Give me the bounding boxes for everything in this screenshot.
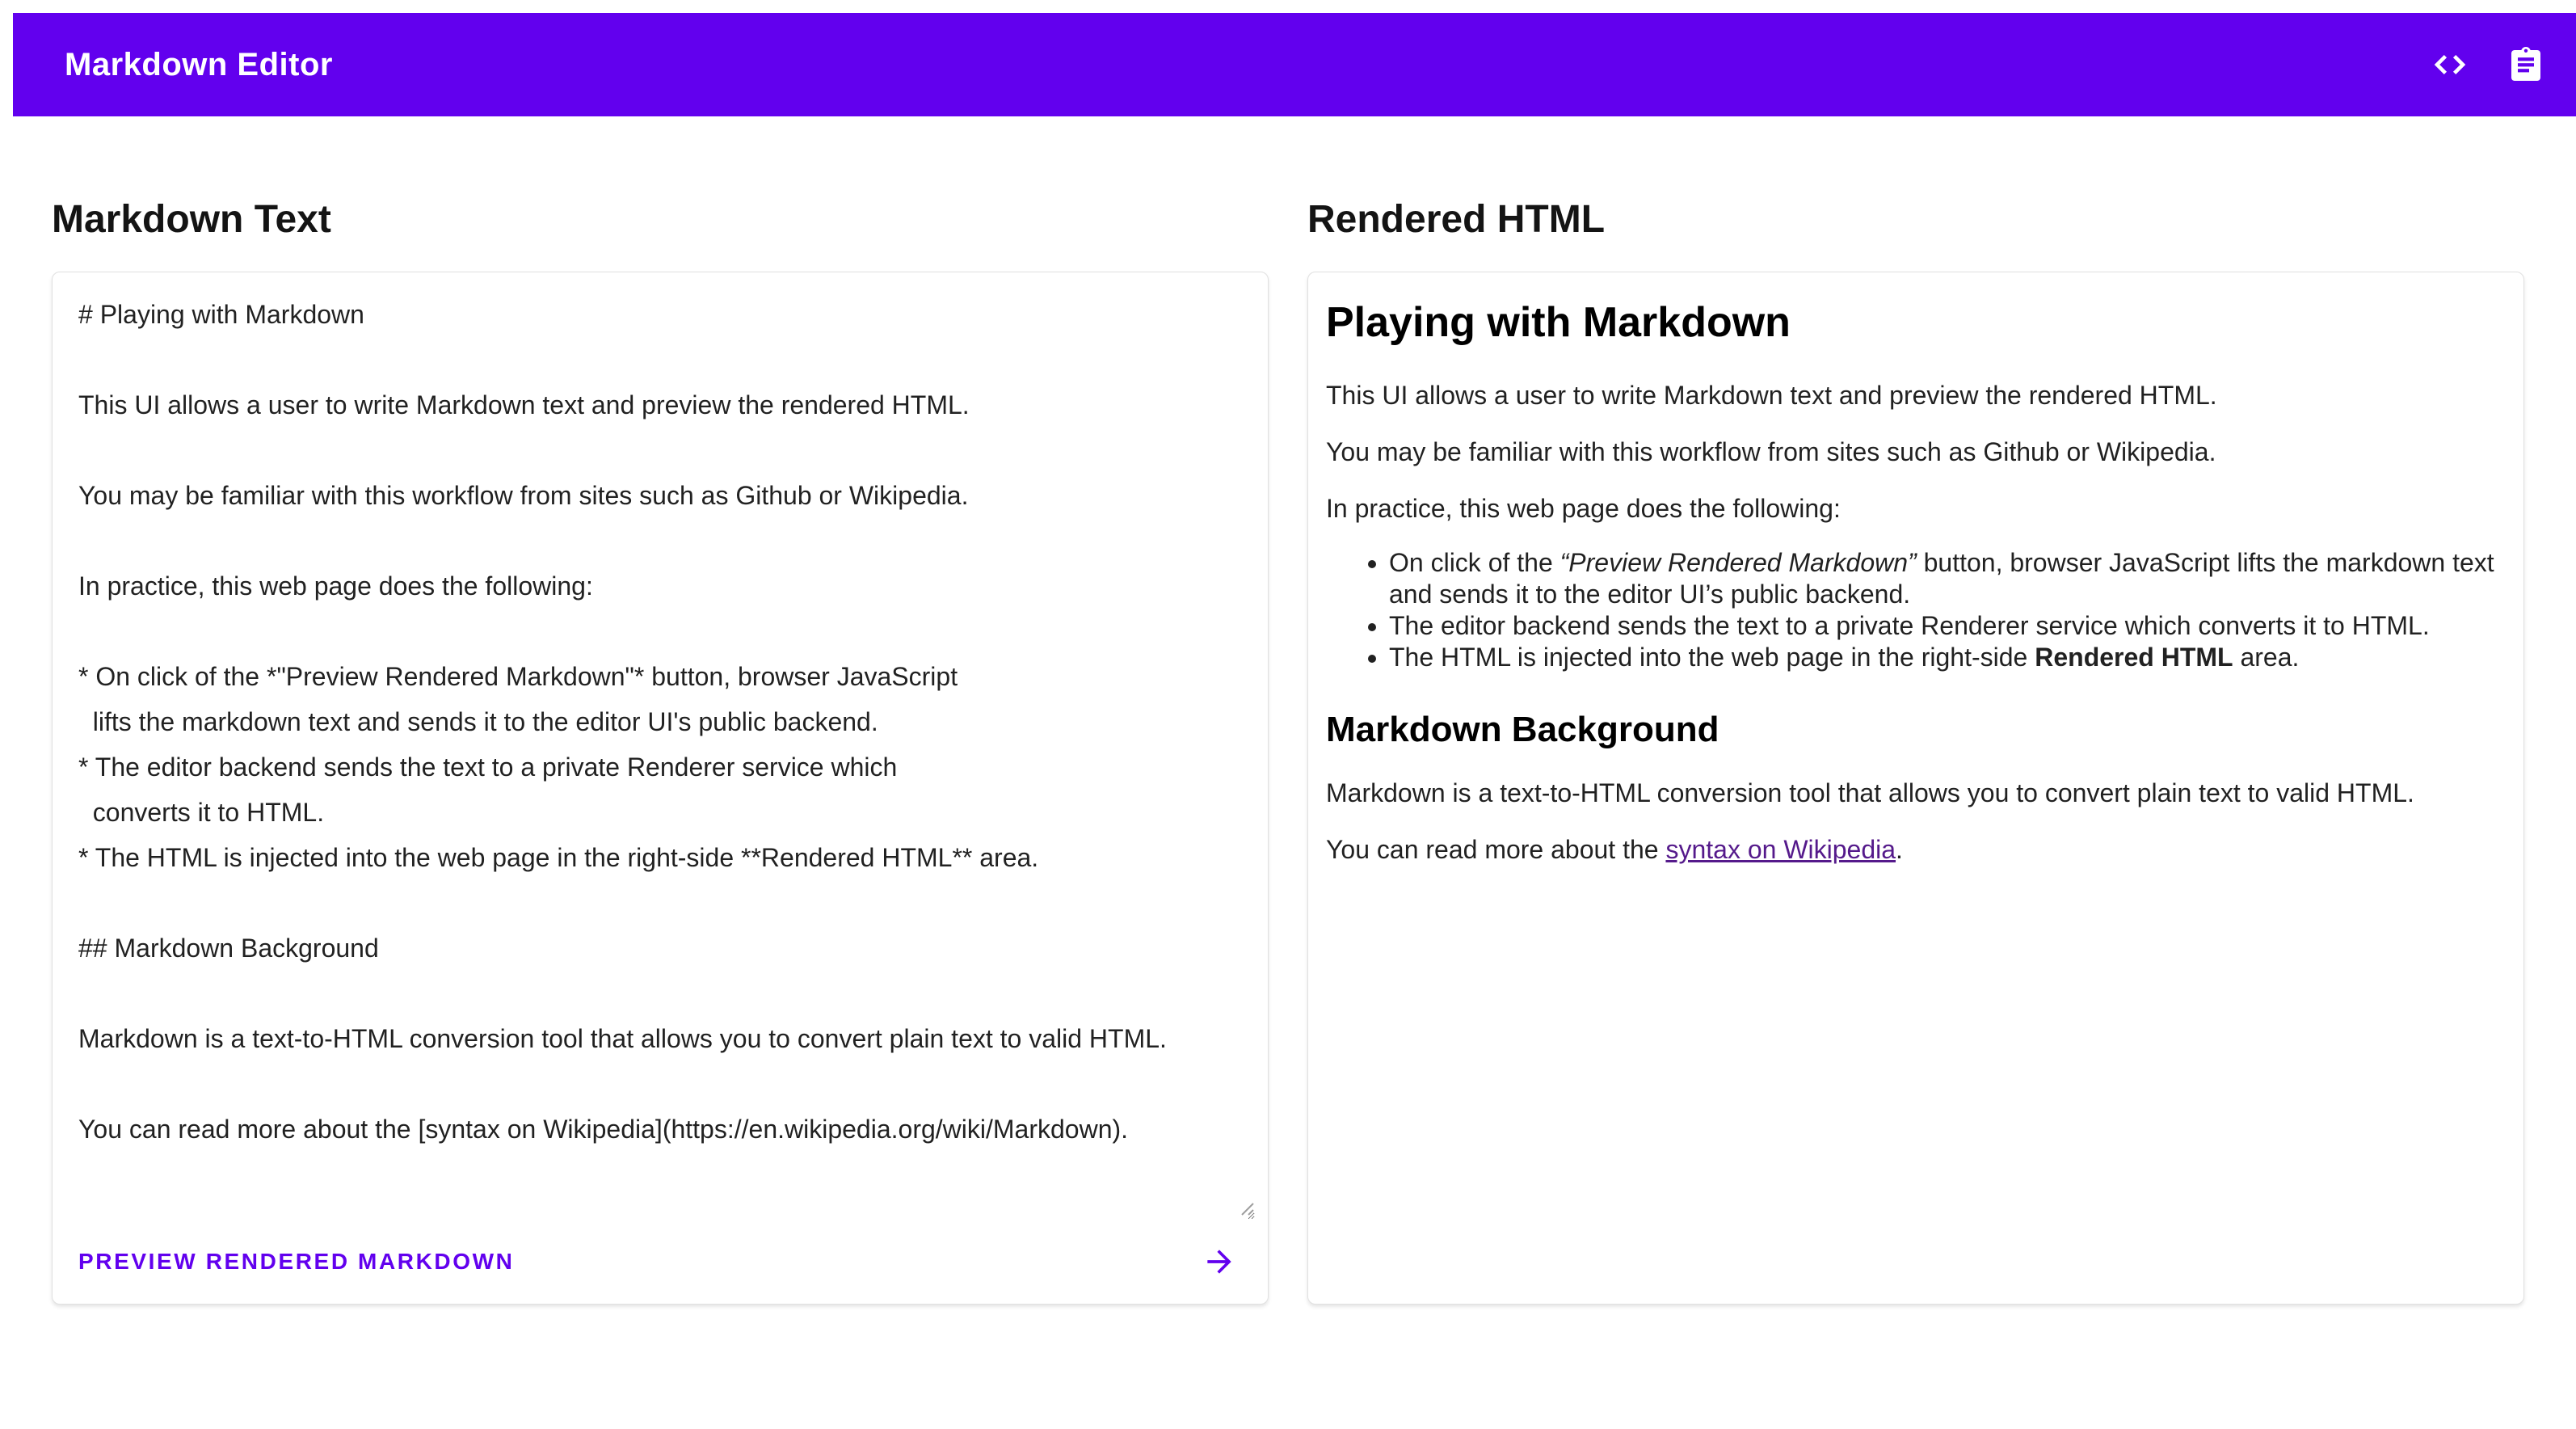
editor-heading: Markdown Text <box>52 198 331 241</box>
rendered-list <box>1326 547 2504 673</box>
preview-section <box>1307 197 2524 1305</box>
rendered-h2: Markdown Background <box>1326 710 1719 749</box>
rendered-h1: Playing with Markdown <box>1326 299 1791 346</box>
clipboard-icon[interactable] <box>2507 45 2545 84</box>
app-bar-title: Markdown Editor <box>65 46 333 82</box>
arrow-forward-icon[interactable] <box>1202 1244 1237 1279</box>
clipboard-icon-glyph <box>2507 45 2545 84</box>
app-bar-actions <box>2431 45 2545 84</box>
text-segment: . <box>1896 835 1903 864</box>
text-segment: You can read more about the <box>1326 835 1666 864</box>
text-segment: This UI allows a user to write Markdown text and preview the rendered HTML. <box>1326 381 2217 410</box>
rendered-p <box>1326 489 2504 528</box>
text-segment: area. <box>2233 643 2300 672</box>
code-icon-glyph <box>2431 45 2469 84</box>
preview-button[interactable]: PREVIEW RENDERED MARKDOWN <box>78 1249 515 1274</box>
card-actions <box>53 1220 1268 1304</box>
app-bar <box>13 13 2576 116</box>
text-segment: In practice, this web page does the following: <box>1326 494 1841 523</box>
arrow-forward-glyph <box>1202 1244 1237 1279</box>
text-segment: You may be familiar with this workflow from sites such as Github or Wikipedia. <box>1326 437 2216 466</box>
markdown-input[interactable] <box>65 285 1255 1220</box>
rendered-list-item <box>1389 547 2504 610</box>
markdown-input-area <box>53 272 1268 1220</box>
text-segment: The HTML is injected into the web page in the right-side <box>1389 643 2035 672</box>
rendered-list-item <box>1389 642 2504 673</box>
rendered-content <box>1326 298 2504 869</box>
rendered-p <box>1326 432 2504 471</box>
rendered-p <box>1326 774 2504 812</box>
wikipedia-link[interactable]: syntax on Wikipedia <box>1665 835 1896 864</box>
text-segment: Markdown is a text-to-HTML conversion tool that allows you to convert plain text to valid HTML. <box>1326 778 2414 807</box>
content <box>0 197 2576 1305</box>
text-segment: button, browser JavaScript lifts the markdown text and sends it to the editor UI’s public backend. <box>1389 548 2494 609</box>
code-icon[interactable] <box>2431 45 2469 84</box>
rendered-p <box>1326 830 2504 869</box>
editor-card <box>52 272 1269 1305</box>
italic-text: “Preview Rendered Markdown” <box>1559 548 1917 577</box>
bold-text: Rendered HTML <box>2035 643 2233 672</box>
preview-card <box>1307 272 2524 1305</box>
text-segment: The editor backend sends the text to a private Renderer service which converts it to HTML. <box>1389 611 2430 640</box>
rendered-list-item <box>1389 610 2504 642</box>
editor-section <box>52 197 1269 1305</box>
rendered-p <box>1326 376 2504 415</box>
preview-heading: Rendered HTML <box>1307 198 1606 241</box>
text-segment: On click of the <box>1389 548 1560 577</box>
